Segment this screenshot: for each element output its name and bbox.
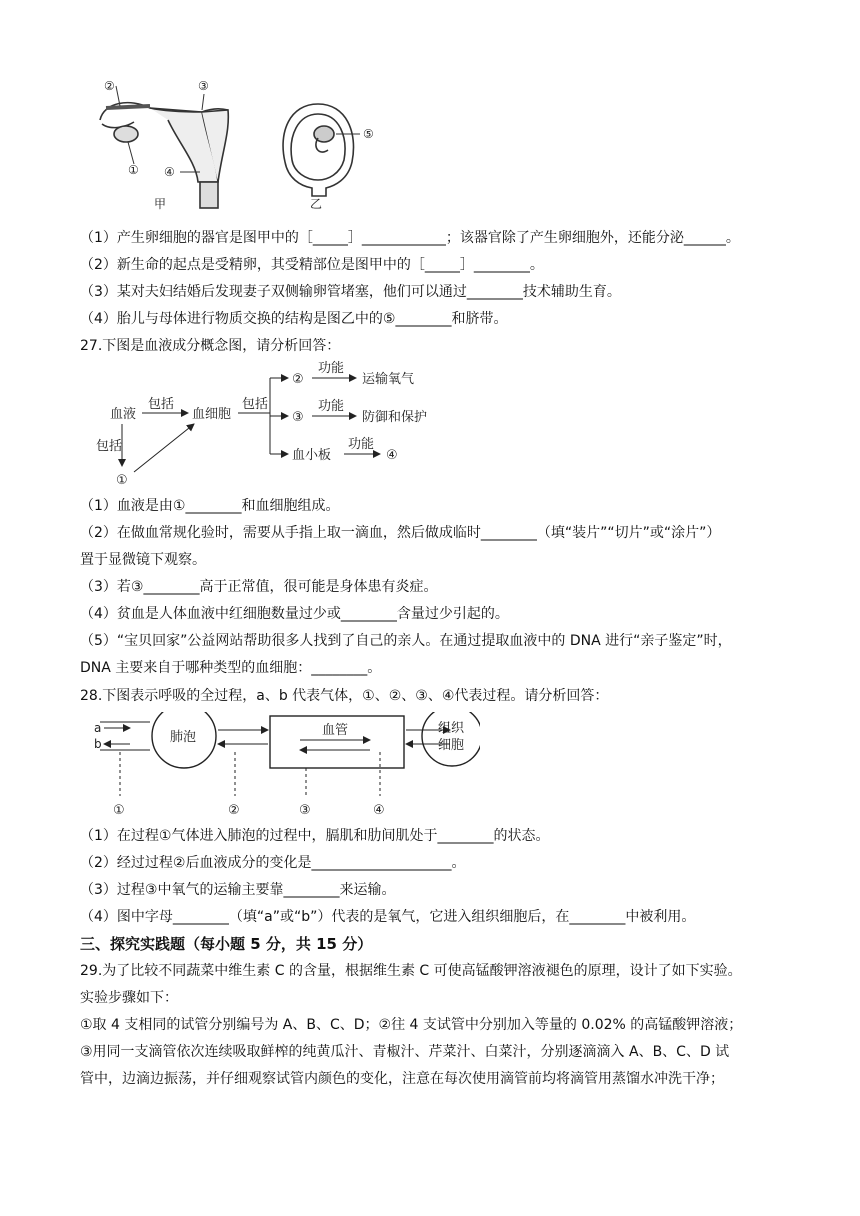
label-4: ④ xyxy=(164,165,175,179)
section-heading: 三、探究实践题（每小题 5 分，共 15 分） xyxy=(80,935,373,953)
q27-line-7: DNA 主要来自于哪种类型的血细胞：________。 xyxy=(80,660,382,676)
respiration-diagram xyxy=(90,712,480,820)
label-function-3: 功能 xyxy=(348,437,375,452)
q26-line-2: （2）新生命的起点是受精卵，其受精部位是图甲中的［_____］________。 xyxy=(80,257,544,273)
node-1: ① xyxy=(116,473,128,488)
label-5: ⑤ xyxy=(363,127,374,141)
q27-line-3: 置于显微镜下观察。 xyxy=(80,552,206,568)
label-include-1: 包括 xyxy=(148,397,175,412)
caption-jia: 甲 xyxy=(154,197,167,211)
q27-line-2: （2）在做血常规化验时，需要从手指上取一滴血，然后做成临时________（填“装片”“切片”或“涂片”） xyxy=(80,525,721,541)
q27-line-1: （1）血液是由①________和血细胞组成。 xyxy=(80,498,340,514)
q29-line-4: ③用同一支滴管依次连续吸取鲜榨的纯黄瓜汁、青椒汁、芹菜汁、白菜汁，分别逐滴滴入 A、B、C、D 试 xyxy=(80,1044,730,1060)
fetus-diagram xyxy=(283,104,353,196)
q27-line-5: （4）贫血是人体血液中红细胞数量过少或________含量过少引起的。 xyxy=(80,606,509,622)
node-3: ③ xyxy=(292,410,304,425)
label-3: ③ xyxy=(198,79,209,93)
node-2: ② xyxy=(292,372,304,387)
q28-intro: 28.下图表示呼吸的全过程，a、b 代表气体，①、②、③、④代表过程。请分析回答： xyxy=(80,688,609,704)
blood-concept-map xyxy=(90,358,430,490)
tissue-cell-line1: 组织 xyxy=(438,721,465,736)
label-2: ② xyxy=(104,79,115,93)
label-function-1: 功能 xyxy=(318,361,345,376)
gas-b: b xyxy=(94,737,102,751)
q27-line-4: （3）若③________高于正常值，很可能是身体患有炎症。 xyxy=(80,579,438,595)
process-4: ④ xyxy=(373,803,385,818)
q29-line-3: ①取 4 支相同的试管分别编号为 A、B、C、D；②往 4 支试管中分别加入等量的 0.02% 的高锰酸钾溶液； xyxy=(80,1017,743,1033)
gas-a: a xyxy=(94,721,102,735)
q26-line-1: （1）产生卵细胞的器官是图甲中的［_____］____________；该器官除了产生卵细胞外，还能分泌______。 xyxy=(80,230,740,246)
q29-line-1: 29.为了比较不同蔬菜中维生素 C 的含量，根据维生素 C 可使高锰酸钾溶液褪色的原理，设计了如下实验。 xyxy=(80,963,742,979)
q28-line-3: （3）过程③中氧气的运输主要靠________来运输。 xyxy=(80,882,396,898)
reproductive-figure xyxy=(90,72,390,214)
process-1: ① xyxy=(113,803,125,818)
function-defense: 防御和保护 xyxy=(362,410,428,425)
q29-line-5: 管中，边滴边振荡，并仔细观察试管内颜色的变化，注意在每次使用滴管前均将滴管用蒸馏水冲洗干净； xyxy=(80,1071,724,1087)
q27-intro: 27.下图是血液成分概念图，请分析回答： xyxy=(80,338,341,354)
process-2: ② xyxy=(228,803,240,818)
q28-line-1: （1）在过程①气体进入肺泡的过程中，膈肌和肋间肌处于________的状态。 xyxy=(80,828,550,844)
label-include-2: 包括 xyxy=(242,397,269,412)
label-1: ① xyxy=(128,163,139,177)
process-3: ③ xyxy=(299,803,311,818)
q28-line-2: （2）经过过程②后血液成分的变化是____________________。 xyxy=(80,855,466,871)
caption-yi: 乙 xyxy=(310,197,323,211)
label-include-3: 包括 xyxy=(96,439,123,454)
node-platelet: 血小板 xyxy=(292,448,332,463)
tissue-cell-line2: 细胞 xyxy=(438,738,465,753)
node-blood-cells: 血细胞 xyxy=(192,407,232,422)
blood-vessel: 血管 xyxy=(322,723,349,738)
function-transport-oxygen: 运输氧气 xyxy=(362,372,415,387)
label-function-2: 功能 xyxy=(318,399,345,414)
alveoli: 肺泡 xyxy=(170,730,197,745)
q26-line-3: （3）某对夫妇结婚后发现妻子双侧输卵管堵塞，他们可以通过________技术辅助生育。 xyxy=(80,284,621,300)
node-blood: 血液 xyxy=(110,407,137,422)
function-4: ④ xyxy=(386,448,398,463)
q26-line-4: （4）胎儿与母体进行物质交换的结构是图乙中的⑤________和脐带。 xyxy=(80,311,508,327)
uterus-diagram xyxy=(100,103,228,208)
q27-line-6: （5）“宝贝回家”公益网站帮助很多人找到了自己的亲人。在通过提取血液中的 DNA 进行“亲子鉴定”时， xyxy=(80,633,732,649)
q28-line-4: （4）图中字母________（填“a”或“b”）代表的是氧气，它进入组织细胞后，在________中被利用。 xyxy=(80,909,696,925)
q29-line-2: 实验步骤如下： xyxy=(80,990,178,1006)
